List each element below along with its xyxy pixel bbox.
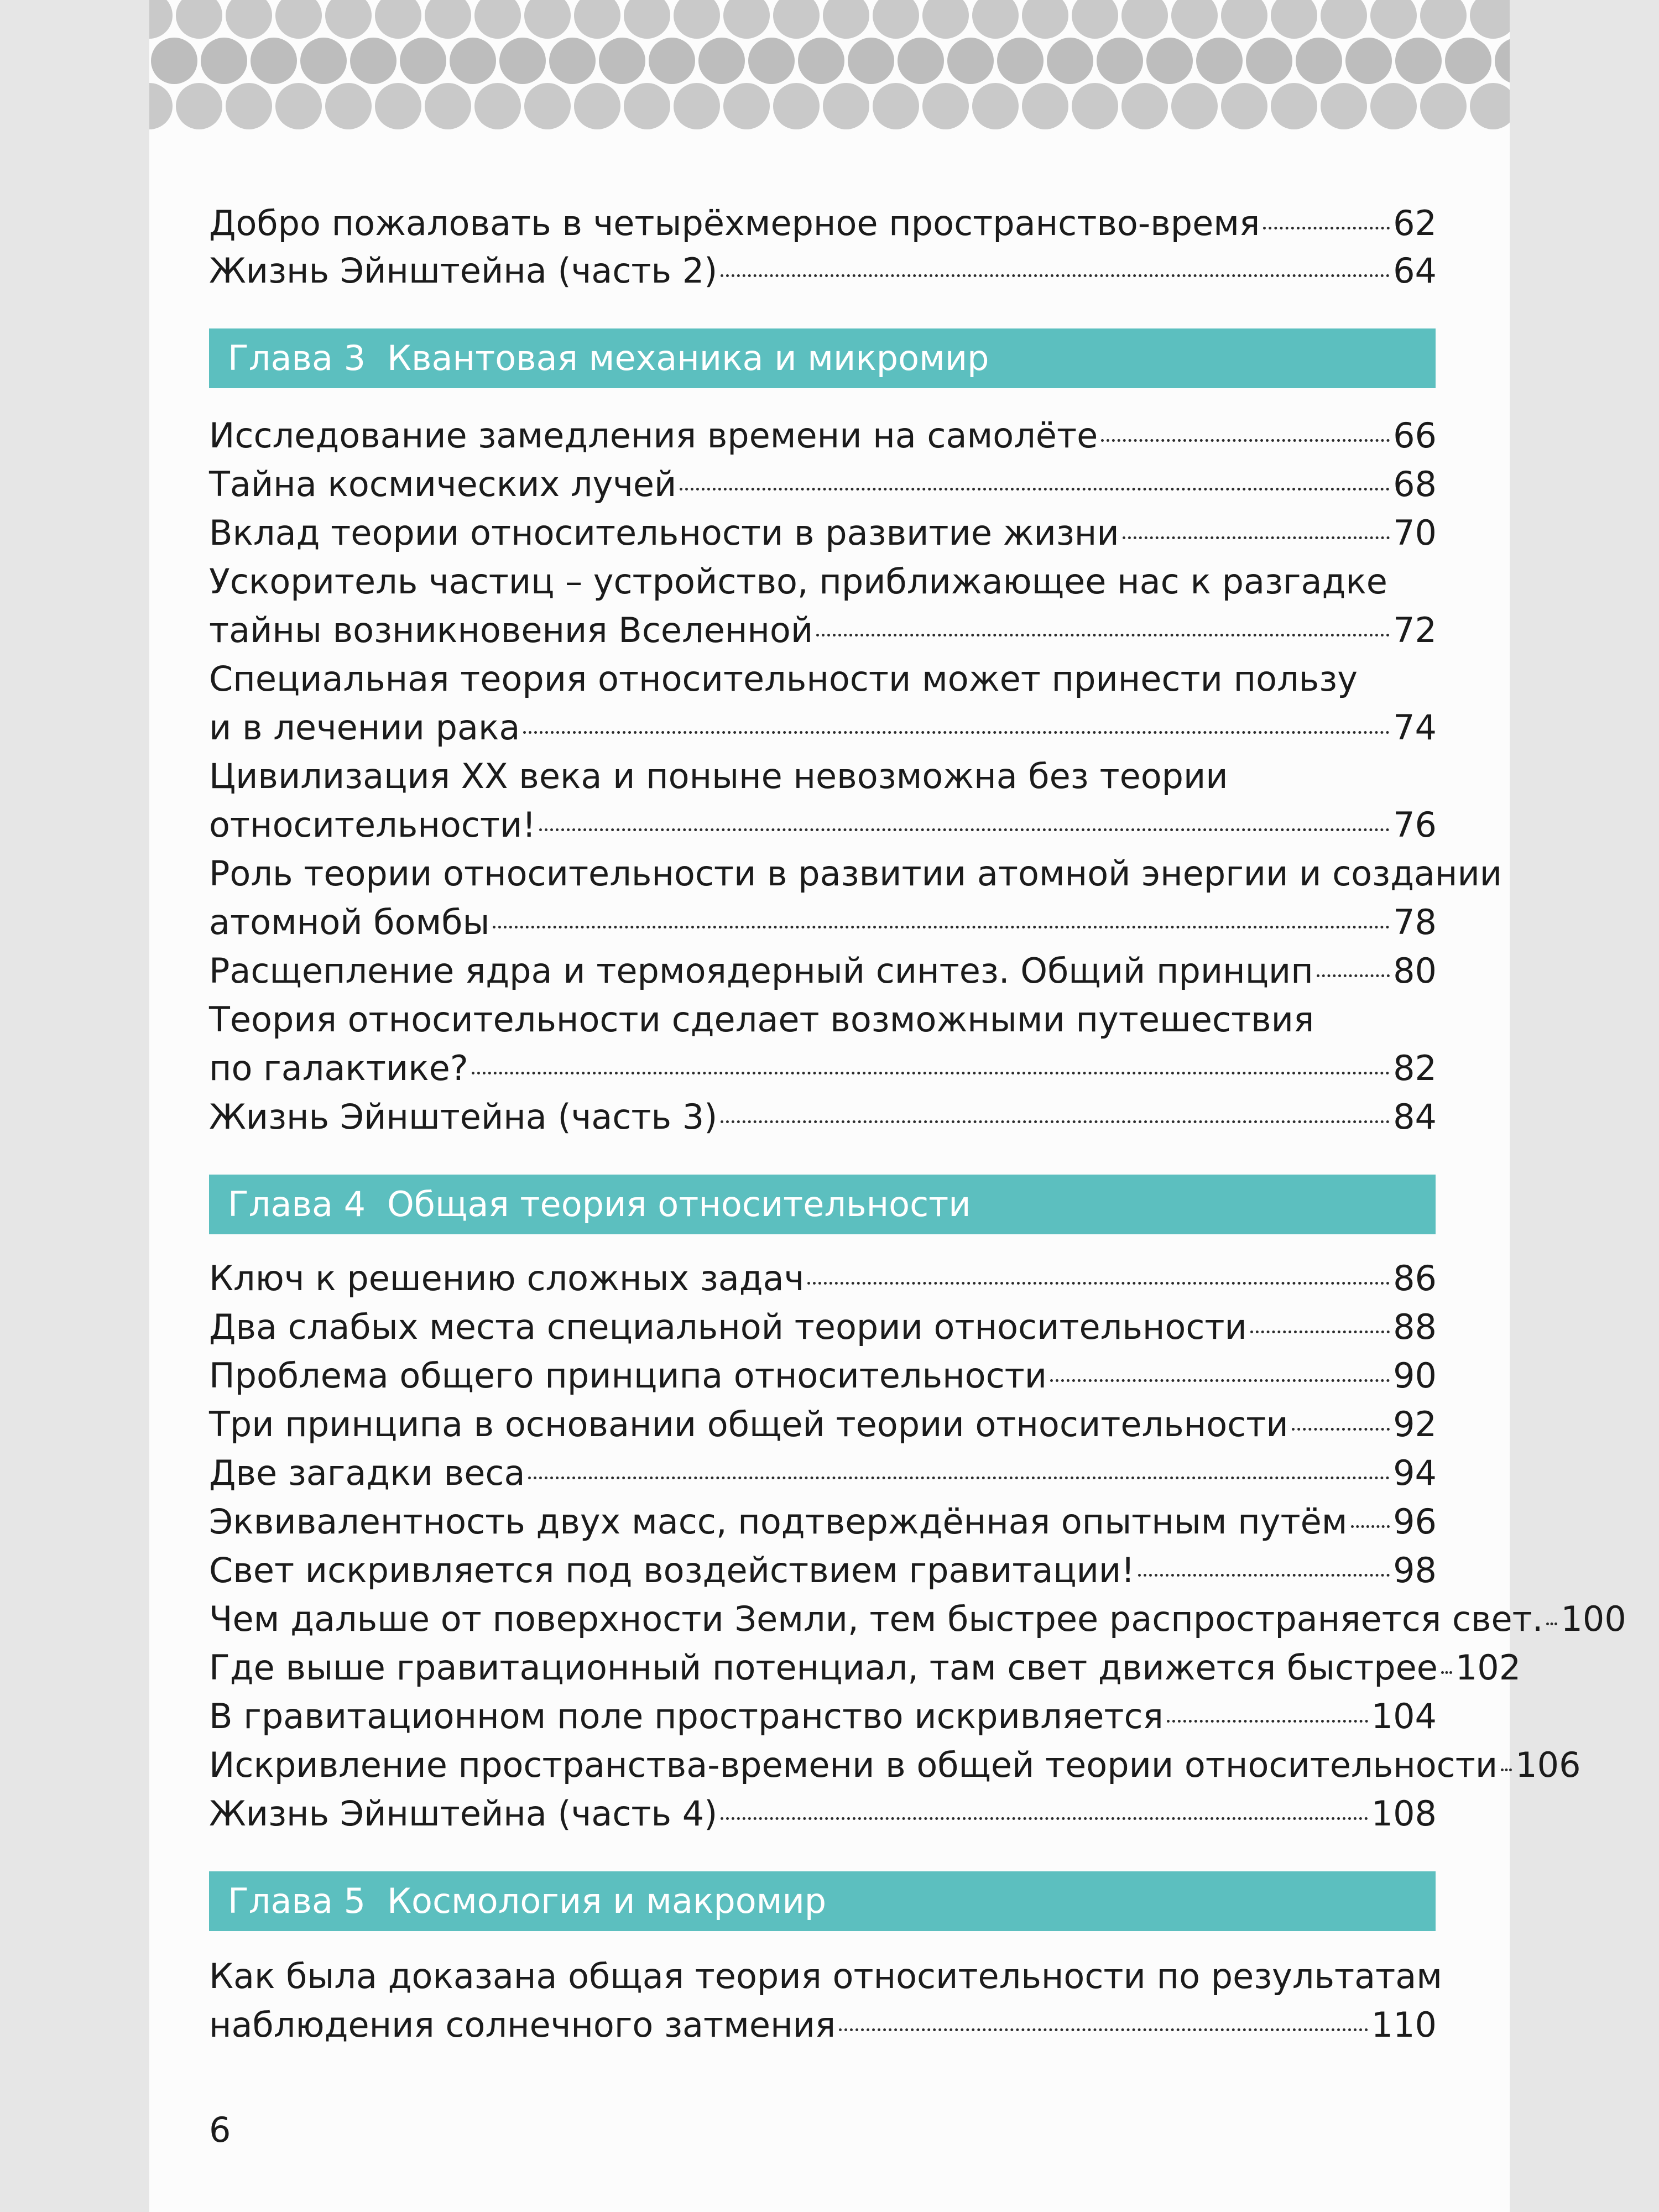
decorative-dot bbox=[723, 83, 770, 129]
dot-leader bbox=[1292, 1428, 1390, 1431]
decorative-dot bbox=[499, 38, 546, 84]
dot-leader bbox=[721, 1817, 1368, 1820]
decorative-dot bbox=[1022, 83, 1068, 129]
decorative-dot bbox=[149, 0, 173, 39]
toc-entry-title: Проблема общего принципа относительности bbox=[209, 1355, 1047, 1396]
dot-leader bbox=[1167, 1720, 1368, 1723]
decorative-dot bbox=[1072, 0, 1118, 39]
chapter-number: Глава 3 bbox=[228, 338, 366, 378]
toc-page-number: 68 bbox=[1393, 464, 1437, 504]
dot-leader bbox=[528, 1477, 1390, 1479]
dot-leader bbox=[680, 488, 1390, 491]
toc-entry-title: Где выше гравитационный потенциал, там свет движется быстрее bbox=[209, 1647, 1438, 1688]
toc-entry-title: атомной бомбы bbox=[209, 902, 490, 942]
decorative-dot bbox=[1196, 38, 1243, 84]
toc-entry-row bbox=[209, 898, 1437, 947]
dot-leader bbox=[1441, 1671, 1452, 1674]
decorative-dot bbox=[674, 0, 720, 39]
decorative-dot bbox=[1171, 0, 1218, 39]
toc-page-number: 96 bbox=[1393, 1501, 1437, 1542]
dot-leader bbox=[523, 731, 1390, 734]
decorative-dot bbox=[773, 0, 820, 39]
toc-entry-title: Роль теории относительности в развитии атомной энергии и создании bbox=[209, 853, 1503, 894]
toc-page-number: 82 bbox=[1393, 1048, 1437, 1088]
toc-page-number: 78 bbox=[1393, 902, 1437, 942]
decorative-dot bbox=[450, 38, 496, 84]
toc-entry-title: тайны возникновения Вселенной bbox=[209, 610, 813, 650]
toc-entry-row bbox=[209, 1352, 1437, 1400]
toc-entry bbox=[209, 947, 1437, 995]
dot-leader bbox=[1123, 536, 1390, 539]
decorative-dot bbox=[873, 0, 919, 39]
toc-entry-title: Жизнь Эйнштейна (часть 2) bbox=[209, 251, 718, 291]
decorative-dot bbox=[176, 0, 222, 39]
toc-entry bbox=[209, 1546, 1437, 1595]
toc-entry bbox=[209, 1595, 1626, 1644]
dot-leader bbox=[1250, 1331, 1390, 1333]
decorative-dot bbox=[1321, 83, 1367, 129]
decorative-dot bbox=[275, 83, 322, 129]
toc-entry-row bbox=[209, 947, 1437, 995]
chapter-title: Общая теория относительности bbox=[387, 1184, 971, 1224]
toc-page-number: 80 bbox=[1393, 951, 1437, 991]
toc-entry-title: Теория относительности сделает возможными путешествия bbox=[209, 999, 1314, 1040]
dot-leader bbox=[493, 926, 1390, 928]
toc-entry bbox=[209, 199, 1437, 248]
decorative-dot bbox=[425, 0, 471, 39]
decorative-dot bbox=[375, 83, 421, 129]
toc-entry bbox=[209, 1449, 1437, 1498]
decorative-dot bbox=[624, 0, 670, 39]
toc-entry bbox=[209, 1254, 1437, 1303]
toc-entry-row bbox=[209, 1449, 1437, 1498]
toc-entry-row bbox=[209, 1546, 1437, 1595]
toc-entry-row bbox=[209, 1790, 1437, 1838]
decorative-dot bbox=[1121, 83, 1168, 129]
decorative-dot bbox=[649, 38, 695, 84]
toc-entry-row bbox=[209, 703, 1437, 752]
toc-entry bbox=[209, 752, 1437, 849]
toc-entry bbox=[209, 1093, 1437, 1141]
decorative-dot bbox=[524, 83, 571, 129]
decorative-dot bbox=[574, 83, 620, 129]
dot-leader bbox=[1138, 1574, 1390, 1577]
toc-entry bbox=[209, 1790, 1437, 1838]
decorative-dot bbox=[1072, 83, 1118, 129]
decorative-dot bbox=[947, 38, 994, 84]
decorative-dot bbox=[972, 83, 1019, 129]
toc-entry bbox=[209, 411, 1437, 460]
decorative-dot bbox=[1345, 38, 1392, 84]
toc-entry-title: Цивилизация ХХ века и поныне невозможна без теории bbox=[209, 756, 1228, 796]
toc-entry bbox=[209, 460, 1437, 509]
decorative-dot bbox=[773, 83, 820, 129]
decorative-dot bbox=[1470, 0, 1510, 39]
dot-leader bbox=[1263, 227, 1390, 229]
toc-page-number: 98 bbox=[1393, 1550, 1437, 1590]
toc-entry-row bbox=[209, 411, 1437, 460]
book-page bbox=[149, 0, 1626, 2212]
toc-entry-title: В гравитационном поле пространство искривляется bbox=[209, 1696, 1164, 1736]
toc-page-number: 94 bbox=[1393, 1453, 1437, 1493]
dot-leader bbox=[1546, 1623, 1557, 1625]
toc-page-number: 62 bbox=[1393, 203, 1437, 243]
toc-entry-row bbox=[209, 2001, 1437, 2049]
toc-entry-title: Расщепление ядра и термоядерный синтез. Общий принцип bbox=[209, 951, 1313, 991]
decorative-dot bbox=[624, 83, 670, 129]
toc-entry-title: Два слабых места специальной теории относительности bbox=[209, 1307, 1247, 1347]
dot-leader bbox=[807, 1282, 1390, 1285]
decorative-dot bbox=[1470, 83, 1510, 129]
decorative-dot bbox=[922, 83, 969, 129]
toc-page-number: 90 bbox=[1393, 1355, 1437, 1396]
toc-entry bbox=[209, 1400, 1437, 1449]
decorative-dot bbox=[251, 38, 297, 84]
toc-entry bbox=[209, 1952, 1443, 2049]
toc-page-number: 104 bbox=[1371, 1696, 1437, 1736]
toc-entry-title: относительности! bbox=[209, 805, 536, 845]
decorative-dot bbox=[275, 0, 322, 39]
decorative-dot bbox=[1121, 0, 1168, 39]
toc-entry-row bbox=[209, 1595, 1626, 1644]
chapter-heading bbox=[209, 1175, 1436, 1234]
dot-leader bbox=[1351, 1525, 1390, 1528]
decorative-dot bbox=[325, 83, 372, 129]
decorative-dot bbox=[823, 83, 869, 129]
toc-entry-title: Жизнь Эйнштейна (часть 3) bbox=[209, 1097, 718, 1137]
decorative-dot bbox=[1321, 0, 1367, 39]
decorative-dot bbox=[674, 83, 720, 129]
toc-entry-row bbox=[209, 199, 1437, 248]
dot-leader bbox=[1101, 439, 1390, 442]
decorative-dot bbox=[1445, 38, 1491, 84]
toc-entry-row bbox=[209, 460, 1437, 509]
decorative-dot bbox=[549, 38, 596, 84]
toc-entry-row bbox=[209, 1093, 1437, 1141]
chapter-heading bbox=[209, 328, 1436, 388]
toc-entry-row bbox=[209, 1498, 1437, 1546]
toc-page-number: 108 bbox=[1371, 1793, 1437, 1834]
toc-page-number: 74 bbox=[1393, 707, 1437, 748]
decorative-dot-border bbox=[149, 0, 1510, 133]
decorative-dot bbox=[698, 38, 745, 84]
toc-page-number: 102 bbox=[1455, 1647, 1521, 1688]
toc-entry bbox=[209, 1352, 1437, 1400]
dot-leader bbox=[1501, 1768, 1512, 1771]
decorative-dot bbox=[325, 0, 372, 39]
chapter-title: Квантовая механика и микромир bbox=[387, 338, 989, 378]
dot-leader bbox=[721, 274, 1390, 277]
decorative-dot bbox=[226, 0, 272, 39]
toc-entry bbox=[209, 849, 1503, 947]
toc-entry-title: Добро пожаловать в четырёхмерное пространство-время bbox=[209, 203, 1260, 243]
decorative-dot bbox=[1097, 38, 1143, 84]
decorative-dot bbox=[474, 83, 521, 129]
toc-entry-title: Две загадки веса bbox=[209, 1453, 525, 1493]
decorative-dot bbox=[574, 0, 620, 39]
toc-entry-title: Исследование замедления времени на самолёте bbox=[209, 415, 1098, 456]
toc-entry-title: Тайна космических лучей bbox=[209, 464, 677, 504]
decorative-dot bbox=[201, 38, 247, 84]
toc-entry-row bbox=[209, 801, 1437, 849]
toc-page-number: 64 bbox=[1393, 251, 1437, 291]
decorative-dot bbox=[1271, 0, 1317, 39]
chapter-heading bbox=[209, 1871, 1436, 1931]
toc-entry-title: Искривление пространства-времени в общей теории относительности bbox=[209, 1745, 1498, 1785]
decorative-dot bbox=[922, 0, 969, 39]
decorative-dot bbox=[1246, 38, 1292, 84]
decorative-dot bbox=[400, 38, 446, 84]
decorative-dot bbox=[972, 0, 1019, 39]
toc-entry bbox=[209, 1741, 1581, 1790]
decorative-dot bbox=[723, 0, 770, 39]
decorative-dot bbox=[798, 38, 844, 84]
toc-entry-title: наблюдения солнечного затмения bbox=[209, 2005, 836, 2045]
toc-entry bbox=[209, 557, 1437, 655]
decorative-dot bbox=[1047, 38, 1093, 84]
chapter-title: Космология и макромир bbox=[387, 1881, 827, 1921]
chapter-number: Глава 4 bbox=[228, 1184, 366, 1224]
toc-page-number: 84 bbox=[1393, 1097, 1437, 1137]
toc-entry bbox=[209, 1644, 1521, 1692]
decorative-dot bbox=[350, 38, 397, 84]
decorative-dot bbox=[1370, 83, 1417, 129]
decorative-dot bbox=[898, 38, 944, 84]
toc-entry-row bbox=[209, 1692, 1437, 1741]
decorative-dot bbox=[375, 0, 421, 39]
decorative-dot bbox=[997, 38, 1044, 84]
toc-page-number: 100 bbox=[1561, 1599, 1626, 1639]
dot-leader bbox=[472, 1072, 1390, 1074]
dot-leader bbox=[539, 828, 1390, 831]
toc-entry-title: Эквивалентность двух масс, подтверждённая опытным путём bbox=[209, 1501, 1348, 1542]
decorative-dot bbox=[425, 83, 471, 129]
toc-entry-row bbox=[209, 509, 1437, 557]
toc-page-number: 76 bbox=[1393, 805, 1437, 845]
dot-leader bbox=[1050, 1379, 1390, 1382]
decorative-dot bbox=[1022, 0, 1068, 39]
toc-entry bbox=[209, 1692, 1437, 1741]
toc-entry-title: Ускоритель частиц – устройство, приближающее нас к разгадке bbox=[209, 561, 1387, 602]
decorative-dot bbox=[823, 0, 869, 39]
dot-leader bbox=[816, 634, 1390, 637]
toc-entry bbox=[209, 1303, 1437, 1352]
page-number: 6 bbox=[209, 2110, 231, 2150]
decorative-dot bbox=[1171, 83, 1218, 129]
toc-entry-row bbox=[209, 1400, 1437, 1449]
toc-entry-title: Чем дальше от поверхности Земли, тем быстрее распространяется свет. bbox=[209, 1599, 1543, 1639]
toc-page-number: 72 bbox=[1393, 610, 1437, 650]
decorative-dot bbox=[1271, 83, 1317, 129]
toc-entry-title: Специальная теория относительности может принести пользу bbox=[209, 659, 1358, 699]
toc-entry-title: и в лечении рака bbox=[209, 707, 520, 748]
toc-page-number: 88 bbox=[1393, 1307, 1437, 1347]
decorative-dot bbox=[873, 83, 919, 129]
toc-entry-title: Жизнь Эйнштейна (часть 4) bbox=[209, 1793, 718, 1834]
toc-entry-row bbox=[209, 1254, 1437, 1303]
toc-entry bbox=[209, 995, 1437, 1093]
toc-page-number: 66 bbox=[1393, 415, 1437, 456]
toc-page-number: 92 bbox=[1393, 1404, 1437, 1444]
decorative-dot bbox=[300, 38, 347, 84]
toc-entry-title: Ключ к решению сложных задач bbox=[209, 1258, 805, 1298]
toc-entry-title: Три принципа в основании общей теории относительности bbox=[209, 1404, 1288, 1444]
toc-entry bbox=[209, 655, 1437, 752]
decorative-dot bbox=[1395, 38, 1442, 84]
toc-entry-row bbox=[209, 1303, 1437, 1352]
decorative-dot bbox=[1420, 0, 1467, 39]
toc-page-number: 70 bbox=[1393, 513, 1437, 553]
toc-entry-row bbox=[209, 1741, 1581, 1790]
toc-entry-title: по галактике? bbox=[209, 1048, 468, 1088]
decorative-dot bbox=[748, 38, 795, 84]
toc-entry bbox=[209, 509, 1437, 557]
toc-entry-row bbox=[209, 606, 1437, 655]
decorative-dot bbox=[1420, 83, 1467, 129]
dot-leader bbox=[721, 1120, 1390, 1123]
decorative-dot bbox=[1495, 38, 1510, 84]
toc-entry-title: Вклад теории относительности в развитие жизни bbox=[209, 513, 1119, 553]
dot-leader bbox=[1317, 974, 1390, 977]
toc-page-number: 110 bbox=[1371, 2005, 1437, 2045]
toc-page-number: 86 bbox=[1393, 1258, 1437, 1298]
decorative-dot bbox=[848, 38, 894, 84]
decorative-dot bbox=[1296, 38, 1342, 84]
decorative-dot bbox=[149, 83, 173, 129]
decorative-dot bbox=[1370, 0, 1417, 39]
toc-entry-row bbox=[209, 247, 1437, 295]
toc-entry bbox=[209, 1498, 1437, 1546]
chapter-number: Глава 5 bbox=[228, 1881, 366, 1921]
decorative-dot bbox=[524, 0, 571, 39]
decorative-dot bbox=[226, 83, 272, 129]
toc-page-number: 106 bbox=[1515, 1745, 1581, 1785]
toc-entry-title: Как была доказана общая теория относительности по результатам bbox=[209, 1956, 1443, 1996]
dot-leader bbox=[839, 2028, 1368, 2031]
decorative-dot bbox=[151, 38, 197, 84]
decorative-dot bbox=[1221, 0, 1267, 39]
decorative-dot bbox=[599, 38, 645, 84]
toc-entry-row bbox=[209, 1644, 1521, 1692]
toc-entry-title: Свет искривляется под воздействием гравитации! bbox=[209, 1550, 1135, 1590]
decorative-dot bbox=[1221, 83, 1267, 129]
decorative-dot bbox=[176, 83, 222, 129]
decorative-dot bbox=[1146, 38, 1193, 84]
decorative-dot bbox=[474, 0, 521, 39]
toc-entry-row bbox=[209, 1044, 1437, 1093]
toc-entry bbox=[209, 247, 1437, 295]
